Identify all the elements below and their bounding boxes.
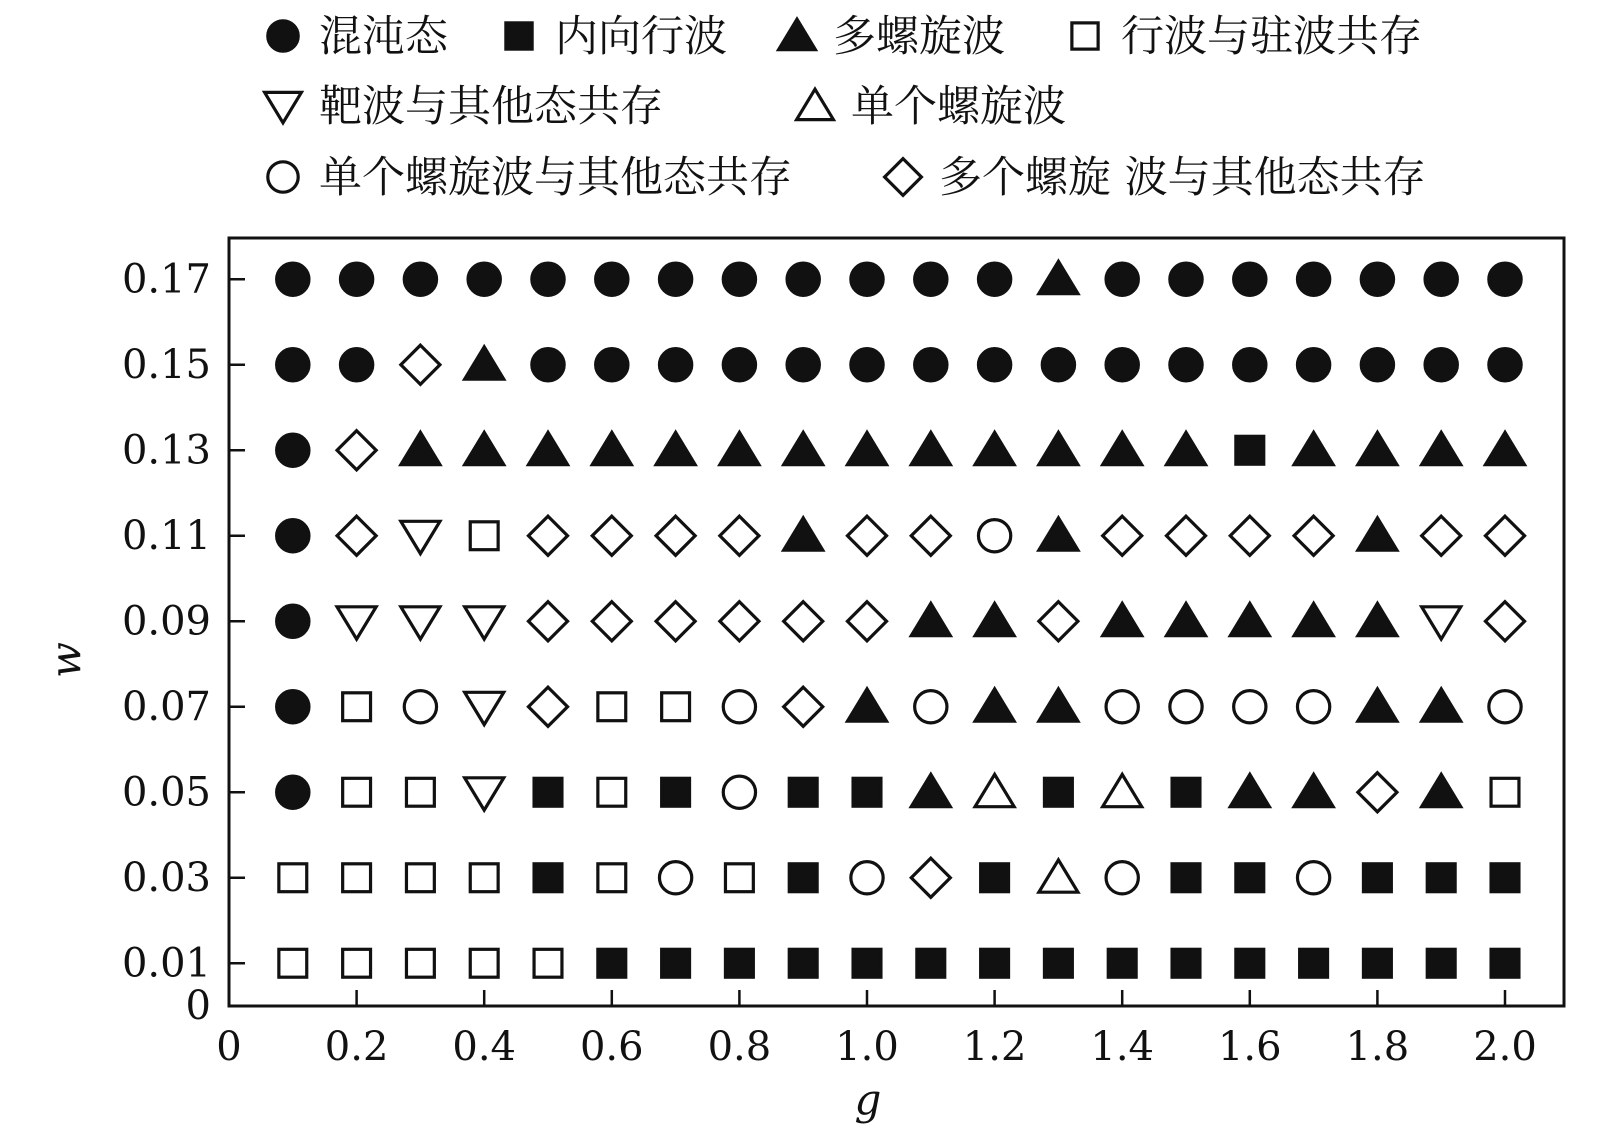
data-point-filled-square <box>1427 949 1455 977</box>
data-point-filled-triangle-up <box>1358 432 1397 464</box>
data-point-filled-triangle-up <box>1039 689 1078 721</box>
legend-marker-filled-square <box>506 23 532 49</box>
data-point-open-diamond <box>528 516 567 555</box>
data-point-filled-triangle-up <box>1039 261 1078 293</box>
legend-item-open-diamond <box>885 153 1426 203</box>
data-point-filled-square <box>662 778 690 806</box>
x-tick-label: 1.4 <box>1090 1024 1155 1070</box>
data-point-open-diamond <box>784 602 823 641</box>
data-point-open-diamond <box>1485 516 1524 555</box>
data-point-filled-circle <box>277 263 309 295</box>
legend-marker-open-triangle-down <box>265 92 302 122</box>
data-point-filled-circle <box>1361 349 1393 381</box>
x-tick-label: 1.8 <box>1345 1024 1410 1070</box>
data-point-open-diamond <box>528 602 567 641</box>
data-point-filled-circle <box>277 349 309 381</box>
data-point-filled-triangle-up <box>911 432 950 464</box>
data-point-open-triangle-down <box>401 607 440 639</box>
data-point-filled-circle <box>1425 349 1457 381</box>
data-point-open-triangle-up <box>1103 774 1142 806</box>
data-point-filled-square <box>1300 949 1328 977</box>
data-point-open-diamond <box>847 602 886 641</box>
data-point-open-diamond <box>1103 516 1142 555</box>
data-point-open-circle <box>851 862 883 894</box>
data-point-open-diamond <box>337 516 376 555</box>
data-point-open-square <box>598 693 626 721</box>
data-point-filled-triangle-up <box>911 603 950 635</box>
data-point-filled-triangle-up <box>1422 432 1461 464</box>
data-point-filled-square <box>1108 949 1136 977</box>
data-point-filled-square <box>1427 864 1455 892</box>
legend-label: 单个螺旋波与其他态共存 <box>319 153 792 203</box>
data-point-filled-triangle-up <box>465 347 504 379</box>
data-point-open-circle <box>978 520 1010 552</box>
data-point-open-circle <box>1489 691 1521 723</box>
data-point-open-triangle-down <box>465 778 504 810</box>
data-point-open-square <box>343 949 371 977</box>
data-point-open-square <box>406 778 434 806</box>
data-point-filled-circle <box>1170 349 1202 381</box>
data-point-open-diamond <box>847 516 886 555</box>
data-point-filled-triangle-up <box>656 432 695 464</box>
data-point-filled-triangle-up <box>1422 774 1461 806</box>
legend-label: 行波与驻波共存 <box>1121 12 1422 62</box>
data-point-open-circle <box>1106 862 1138 894</box>
data-point-filled-square <box>789 864 817 892</box>
data-point-filled-triangle-up <box>784 518 823 550</box>
data-point-filled-square <box>1172 778 1200 806</box>
data-point-filled-square <box>789 949 817 977</box>
data-point-open-square <box>470 522 498 550</box>
data-point-open-diamond <box>592 602 631 641</box>
legend-marker-open-diamond <box>885 159 922 196</box>
data-point-filled-circle <box>1361 263 1393 295</box>
legend-item-filled-triangle-up <box>779 12 1005 62</box>
data-point-filled-circle <box>277 776 309 808</box>
data-point-filled-circle <box>978 349 1010 381</box>
data-point-filled-triangle-up <box>784 432 823 464</box>
data-point-filled-square <box>534 778 562 806</box>
data-point-filled-triangle-up <box>1294 774 1333 806</box>
data-point-open-square <box>343 693 371 721</box>
x-tick-label: 1.0 <box>835 1024 899 1070</box>
x-tick-label: 0.8 <box>707 1024 772 1070</box>
legend-label: 混沌态 <box>319 12 448 62</box>
data-point-filled-square <box>1491 949 1519 977</box>
data-point-filled-circle <box>532 349 564 381</box>
data-point-open-diamond <box>1230 516 1269 555</box>
data-point-filled-square <box>789 778 817 806</box>
data-point-open-square <box>279 949 307 977</box>
x-tick-label: 1.6 <box>1217 1024 1282 1070</box>
data-point-filled-circle <box>787 263 819 295</box>
data-point-filled-circle <box>915 263 947 295</box>
legend-label: 多个螺旋 波与其他态共存 <box>939 153 1426 203</box>
data-point-filled-circle <box>1234 349 1266 381</box>
data-point-filled-square <box>662 949 690 977</box>
data-point-filled-circle <box>1425 263 1457 295</box>
data-point-filled-triangle-up <box>1230 603 1269 635</box>
data-point-filled-circle <box>277 520 309 552</box>
x-axis-label: g <box>854 1075 882 1124</box>
data-point-filled-square <box>1236 436 1264 464</box>
legend-marker-filled-circle <box>268 21 298 51</box>
data-point-filled-triangle-up <box>1294 432 1333 464</box>
data-point-filled-triangle-up <box>1294 603 1333 635</box>
data-point-filled-triangle-up <box>975 432 1014 464</box>
data-point-filled-circle <box>659 263 691 295</box>
legend-marker-open-square <box>1072 23 1098 49</box>
data-point-open-diamond <box>1294 516 1333 555</box>
data-point-open-triangle-up <box>1039 860 1078 892</box>
data-point-filled-triangle-up <box>1358 689 1397 721</box>
legend-item-filled-circle <box>268 12 449 62</box>
legend-marker-filled-triangle-up <box>779 19 816 49</box>
data-point-filled-circle <box>1042 349 1074 381</box>
data-point-open-triangle-down <box>401 521 440 553</box>
data-point-open-circle <box>659 862 691 894</box>
x-tick-label: 0.2 <box>324 1024 389 1070</box>
data-point-open-diamond <box>1422 516 1461 555</box>
data-point-open-square <box>598 778 626 806</box>
data-point-open-square <box>343 778 371 806</box>
data-point-filled-triangle-up <box>975 603 1014 635</box>
data-point-filled-square <box>853 778 881 806</box>
legend-label: 单个螺旋波 <box>851 82 1066 132</box>
legend-marker-open-circle <box>268 162 298 192</box>
data-point-filled-triangle-up <box>847 689 886 721</box>
data-point-filled-circle <box>787 349 819 381</box>
data-point-filled-circle <box>596 263 628 295</box>
data-point-open-diamond <box>337 431 376 470</box>
x-tick-label: 0 <box>216 1024 242 1070</box>
data-point-filled-circle <box>851 263 883 295</box>
legend-item-open-triangle-down <box>265 82 663 132</box>
legend <box>265 12 1426 203</box>
data-point-filled-square <box>1044 778 1072 806</box>
y-tick-label: 0.11 <box>121 512 211 559</box>
data-point-filled-triangle-up <box>975 689 1014 721</box>
data-point-filled-square <box>1491 864 1519 892</box>
x-tick-label: 1.2 <box>962 1024 1027 1070</box>
data-point-filled-triangle-up <box>1039 432 1078 464</box>
data-point-filled-triangle-up <box>1039 518 1078 550</box>
data-point-open-square <box>470 864 498 892</box>
data-point-open-square <box>470 949 498 977</box>
data-point-filled-triangle-up <box>1230 774 1269 806</box>
data-point-open-diamond <box>528 687 567 726</box>
data-point-filled-circle <box>1297 263 1329 295</box>
data-point-open-triangle-down <box>465 692 504 724</box>
data-point-filled-square <box>981 864 1009 892</box>
y-tick-label: 0.15 <box>121 341 211 388</box>
data-point-filled-triangle-up <box>465 432 504 464</box>
data-point-filled-triangle-up <box>528 432 567 464</box>
data-point-filled-square <box>917 949 945 977</box>
data-point-open-triangle-down <box>337 607 376 639</box>
data-point-filled-circle <box>1106 349 1138 381</box>
data-point-filled-circle <box>1489 349 1521 381</box>
data-point-filled-square <box>534 864 562 892</box>
data-point-filled-triangle-up <box>1358 603 1397 635</box>
data-point-filled-triangle-up <box>847 432 886 464</box>
data-point-filled-triangle-up <box>1166 432 1205 464</box>
data-point-filled-square <box>1363 864 1391 892</box>
data-point-open-diamond <box>911 858 950 897</box>
legend-item-filled-square <box>506 12 727 62</box>
x-tick-label: 0.4 <box>452 1024 517 1070</box>
legend-marker-open-triangle-up <box>797 89 834 119</box>
legend-item-open-triangle-up <box>797 82 1066 132</box>
data-point-filled-triangle-up <box>1166 603 1205 635</box>
data-point-filled-circle <box>659 349 691 381</box>
data-point-filled-square <box>1044 949 1072 977</box>
data-point-filled-circle <box>978 263 1010 295</box>
legend-item-open-circle <box>268 153 792 203</box>
x-tick-label: 0.6 <box>579 1024 644 1070</box>
data-point-open-circle <box>915 691 947 723</box>
data-point-filled-square <box>598 949 626 977</box>
data-point-filled-circle <box>340 263 372 295</box>
data-point-open-square <box>406 864 434 892</box>
data-point-open-diamond <box>1039 602 1078 641</box>
data-point-open-diamond <box>401 345 440 384</box>
data-point-open-circle <box>1106 691 1138 723</box>
data-point-filled-triangle-up <box>1485 432 1524 464</box>
data-point-open-diamond <box>784 687 823 726</box>
data-point-open-square <box>534 949 562 977</box>
data-point-open-diamond <box>720 602 759 641</box>
data-point-open-circle <box>1234 691 1266 723</box>
data-point-filled-circle <box>1489 263 1521 295</box>
y-tick-label: 0.07 <box>121 683 211 730</box>
data-point-filled-square <box>981 949 1009 977</box>
data-point-open-triangle-down <box>465 607 504 639</box>
data-point-open-square <box>725 864 753 892</box>
data-point-filled-triangle-up <box>401 432 440 464</box>
data-point-open-diamond <box>656 516 695 555</box>
data-point-filled-circle <box>851 349 883 381</box>
data-point-filled-square <box>1363 949 1391 977</box>
y-axis-ticks <box>122 256 245 1029</box>
data-point-filled-triangle-up <box>592 432 631 464</box>
x-tick-label: 2.0 <box>1473 1024 1537 1070</box>
y-axis-label: w <box>41 642 90 678</box>
data-point-open-circle <box>723 691 755 723</box>
data-point-open-circle <box>723 776 755 808</box>
data-point-open-diamond <box>911 516 950 555</box>
y-tick-label: 0.03 <box>121 854 211 901</box>
data-point-filled-triangle-up <box>720 432 759 464</box>
data-point-filled-circle <box>277 605 309 637</box>
x-axis-ticks <box>216 990 1537 1070</box>
data-point-filled-circle <box>1106 263 1138 295</box>
y-tick-label: 0.01 <box>121 940 211 987</box>
data-point-filled-square <box>1236 864 1264 892</box>
data-point-open-circle <box>1297 691 1329 723</box>
data-point-open-diamond <box>1485 602 1524 641</box>
data-markers <box>277 261 1525 977</box>
data-point-filled-square <box>853 949 881 977</box>
data-point-filled-circle <box>723 263 755 295</box>
data-point-filled-circle <box>532 263 564 295</box>
data-point-filled-triangle-up <box>1103 603 1142 635</box>
data-point-open-diamond <box>656 602 695 641</box>
data-point-filled-circle <box>404 263 436 295</box>
data-point-open-circle <box>1170 691 1202 723</box>
data-point-open-square <box>343 864 371 892</box>
data-point-filled-circle <box>1297 349 1329 381</box>
data-point-filled-triangle-up <box>1103 432 1142 464</box>
legend-label: 内向行波 <box>555 12 727 62</box>
legend-label: 靶波与其他态共存 <box>319 82 663 132</box>
data-point-open-diamond <box>1358 773 1397 812</box>
legend-item-open-square <box>1072 12 1422 62</box>
y-tick-label: 0 <box>185 983 211 1029</box>
data-point-open-square <box>279 864 307 892</box>
data-point-filled-square <box>1172 864 1200 892</box>
data-point-filled-circle <box>1234 263 1266 295</box>
data-point-filled-circle <box>468 263 500 295</box>
data-point-filled-circle <box>723 349 755 381</box>
data-point-open-circle <box>1297 862 1329 894</box>
data-point-filled-circle <box>277 691 309 723</box>
data-point-filled-triangle-up <box>1358 518 1397 550</box>
y-tick-label: 0.17 <box>121 256 211 303</box>
legend-label: 多螺旋波 <box>833 12 1005 62</box>
data-point-open-square <box>406 949 434 977</box>
data-point-filled-square <box>1236 949 1264 977</box>
data-point-open-circle <box>404 691 436 723</box>
data-point-open-square <box>1491 778 1519 806</box>
data-point-open-diamond <box>720 516 759 555</box>
data-point-filled-triangle-up <box>1422 689 1461 721</box>
data-point-filled-circle <box>915 349 947 381</box>
data-point-open-diamond <box>592 516 631 555</box>
data-point-open-square <box>662 693 690 721</box>
data-point-filled-square <box>1172 949 1200 977</box>
data-point-open-triangle-up <box>975 774 1014 806</box>
data-point-open-triangle-down <box>1422 607 1461 639</box>
data-point-open-square <box>598 864 626 892</box>
data-point-filled-circle <box>1170 263 1202 295</box>
data-point-filled-square <box>725 949 753 977</box>
data-point-filled-circle <box>277 434 309 466</box>
data-point-filled-triangle-up <box>911 774 950 806</box>
y-tick-label: 0.13 <box>121 427 211 474</box>
data-point-open-diamond <box>1166 516 1205 555</box>
data-point-filled-circle <box>596 349 628 381</box>
data-point-filled-circle <box>340 349 372 381</box>
y-tick-label: 0.09 <box>121 598 211 645</box>
y-tick-label: 0.05 <box>121 769 211 816</box>
